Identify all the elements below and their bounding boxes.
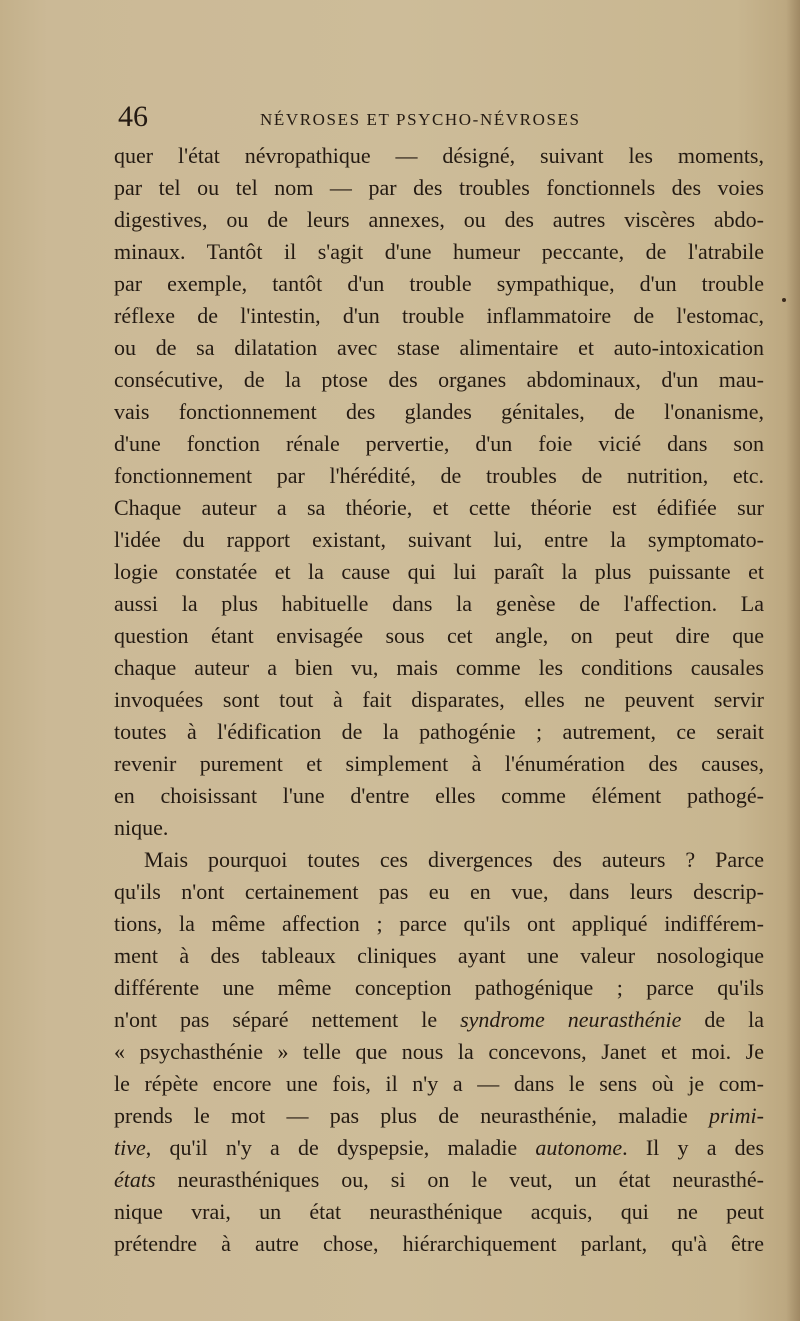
- text-line: chaque auteur a bien vu, mais comme les conditions causales: [114, 655, 764, 680]
- text-segment: prends le mot — pas plus de neurasthénie, maladie: [114, 1103, 709, 1128]
- text-line: digestives, ou de leurs annexes, ou des autres viscères abdo-: [114, 207, 764, 232]
- text-line: logie constatée et la cause qui lui paraît la plus puissante et: [114, 559, 764, 584]
- text-line: consécutive, de la ptose des organes abdominaux, d'un mau-: [114, 367, 764, 392]
- italic-term: tive: [114, 1135, 146, 1160]
- text-line: par tel ou tel nom — par des troubles fonctionnels des voies: [114, 175, 764, 200]
- text-line: tions, la même affection ; parce qu'ils ont appliqué indifférem-: [114, 911, 764, 936]
- text-line: nique vrai, un état neurasthénique acquis, qui ne peut: [114, 1199, 764, 1224]
- margin-dot-mark: [782, 298, 786, 302]
- text-line: ou de sa dilatation avec stase alimentaire et auto-intoxication: [114, 335, 764, 360]
- text-line: toutes à l'édification de la pathogénie ; autrement, ce serait: [114, 719, 764, 744]
- italic-term: syndrome neurasthénie: [460, 1007, 682, 1032]
- text-line: par exemple, tantôt d'un trouble sympathique, d'un trouble: [114, 271, 764, 296]
- page-number: 46: [118, 100, 148, 133]
- text-segment: n'ont pas séparé nettement le: [114, 1007, 461, 1032]
- text-line: l'idée du rapport existant, suivant lui, entre la symptomato-: [114, 527, 764, 552]
- text-line: ment à des tableaux cliniques ayant une valeur nosologique: [114, 943, 764, 968]
- paragraph-end-line: nique.: [114, 815, 169, 840]
- text-line: qu'ils n'ont certainement pas eu en vue, dans leurs descrip-: [114, 879, 764, 904]
- text-line-with-italic: [114, 1004, 764, 1036]
- text-line-with-italic: [114, 1100, 764, 1132]
- text-line: question étant envisagée sous cet angle, on peut dire que: [114, 623, 764, 648]
- body-text: [114, 140, 764, 1260]
- text-line-with-italic: [114, 1164, 764, 1196]
- text-line: revenir purement et simplement à l'énumération des causes,: [114, 751, 764, 776]
- text-line: Chaque auteur a sa théorie, et cette théorie est édifiée sur: [114, 495, 764, 520]
- italic-term: autonome: [535, 1135, 623, 1160]
- page-edge-shadow: [786, 0, 800, 1321]
- text-line: d'une fonction rénale pervertie, d'un foie vicié dans son: [114, 431, 764, 456]
- paragraph-first-line: Mais pourquoi toutes ces divergences des auteurs ? Parce: [144, 847, 764, 872]
- text-segment: . Il y a des: [622, 1135, 765, 1160]
- running-title: NÉVROSES ET PSYCHO-NÉVROSES: [260, 110, 581, 129]
- text-line: aussi la plus habituelle dans la genèse de l'affection. La: [114, 591, 764, 616]
- text-segment: neurasthéniques ou, si on le veut, un état neurasthé-: [155, 1167, 764, 1192]
- text-line: minaux. Tantôt il s'agit d'une humeur peccante, de l'atrabile: [114, 239, 764, 264]
- italic-term: primi-: [709, 1103, 764, 1128]
- text-line: différente une même conception pathogénique ; parce qu'ils: [114, 975, 764, 1000]
- text-segment: de la: [681, 1007, 764, 1032]
- text-line: prétendre à autre chose, hiérarchiquement parlant, qu'à être: [114, 1231, 764, 1256]
- text-line: quer l'état névropathique — désigné, suivant les moments,: [114, 143, 764, 168]
- text-line: le répète encore une fois, il n'y a — dans le sens où je com-: [114, 1071, 764, 1096]
- text-line-with-italic: [114, 1132, 764, 1164]
- text-line: en choisissant l'une d'entre elles comme élément pathogé-: [114, 783, 764, 808]
- text-line: « psychasthénie » telle que nous la concevons, Janet et moi. Je: [114, 1039, 764, 1064]
- text-line: fonctionnement par l'hérédité, de troubles de nutrition, etc.: [114, 463, 764, 488]
- text-line: invoquées sont tout à fait disparates, elles ne peuvent servir: [114, 687, 764, 712]
- text-line: vais fonctionnement des glandes génitales, de l'onanisme,: [114, 399, 764, 424]
- italic-term: états: [114, 1167, 156, 1192]
- text-line: réflexe de l'intestin, d'un trouble inflammatoire de l'estomac,: [114, 303, 764, 328]
- text-segment: , qu'il n'y a de dyspepsie, maladie: [145, 1135, 536, 1160]
- running-head: [118, 100, 758, 140]
